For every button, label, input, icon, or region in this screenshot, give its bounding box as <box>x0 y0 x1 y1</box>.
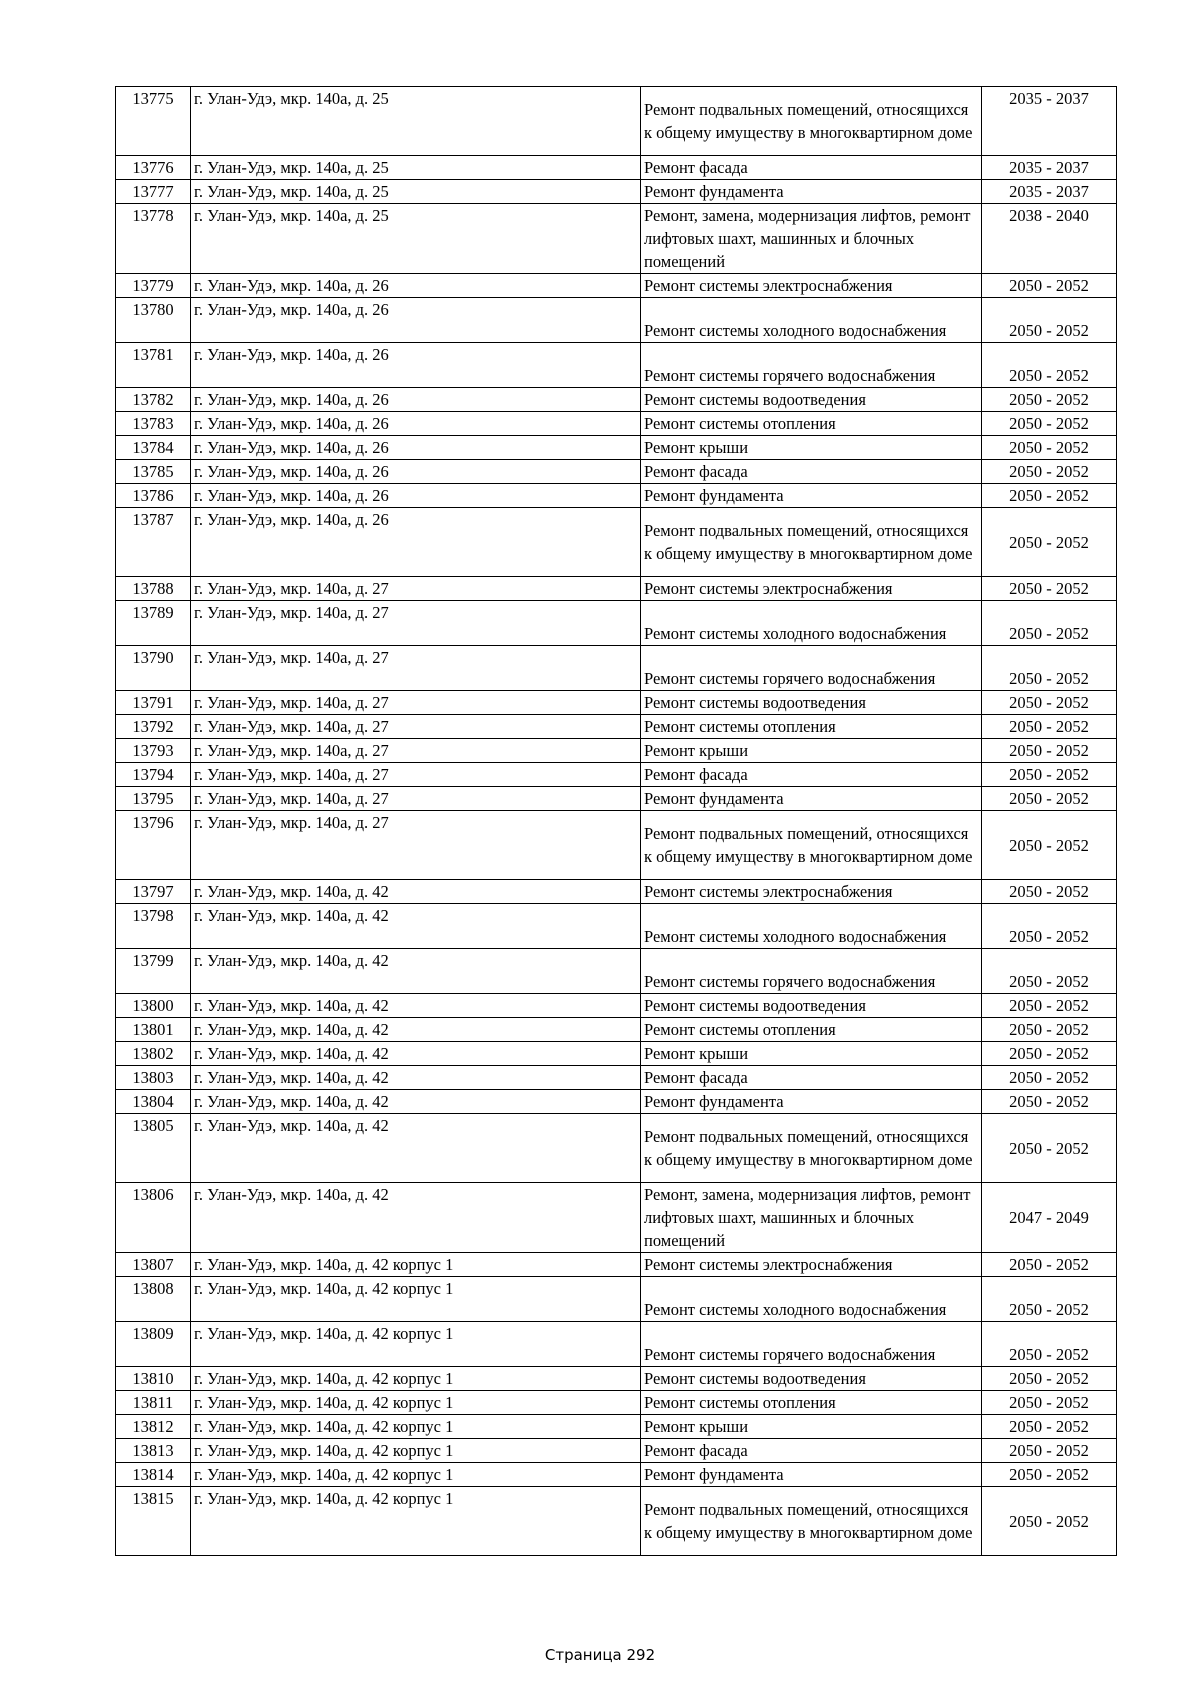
address-cell: г. Улан-Удэ, мкр. 140а, д. 26 <box>191 343 641 388</box>
work-type-cell: Ремонт системы электроснабжения <box>641 1253 982 1277</box>
work-type-cell: Ремонт системы холодного водоснабжения <box>641 1277 982 1322</box>
table-row <box>116 739 1117 763</box>
period-cell: 2050 - 2052 <box>982 1463 1117 1487</box>
row-number-cell: 13808 <box>116 1277 191 1322</box>
table-row <box>116 156 1117 180</box>
row-number-cell: 13785 <box>116 460 191 484</box>
row-number-cell: 13813 <box>116 1439 191 1463</box>
address-cell: г. Улан-Удэ, мкр. 140а, д. 26 <box>191 460 641 484</box>
work-type-cell: Ремонт подвальных помещений, относящихся к общему имуществу в многоквартирном доме <box>641 508 982 577</box>
row-number-cell: 13804 <box>116 1090 191 1114</box>
work-type-cell: Ремонт крыши <box>641 1415 982 1439</box>
row-number-cell: 13780 <box>116 298 191 343</box>
table-row <box>116 715 1117 739</box>
address-cell: г. Улан-Удэ, мкр. 140а, д. 42 корпус 1 <box>191 1415 641 1439</box>
table-row <box>116 577 1117 601</box>
row-number-cell: 13776 <box>116 156 191 180</box>
period-cell: 2050 - 2052 <box>982 1322 1117 1367</box>
address-cell: г. Улан-Удэ, мкр. 140а, д. 42 <box>191 904 641 949</box>
period-cell: 2050 - 2052 <box>982 343 1117 388</box>
work-type-cell: Ремонт фасада <box>641 156 982 180</box>
period-cell: 2050 - 2052 <box>982 994 1117 1018</box>
period-cell: 2050 - 2052 <box>982 904 1117 949</box>
row-number-cell: 13801 <box>116 1018 191 1042</box>
address-cell: г. Улан-Удэ, мкр. 140а, д. 42 корпус 1 <box>191 1367 641 1391</box>
table-row <box>116 1253 1117 1277</box>
table-row <box>116 949 1117 994</box>
address-cell: г. Улан-Удэ, мкр. 140а, д. 42 <box>191 949 641 994</box>
work-type-cell: Ремонт системы горячего водоснабжения <box>641 343 982 388</box>
address-cell: г. Улан-Удэ, мкр. 140а, д. 42 <box>191 1066 641 1090</box>
period-cell: 2050 - 2052 <box>982 763 1117 787</box>
address-cell: г. Улан-Удэ, мкр. 140а, д. 27 <box>191 646 641 691</box>
period-cell: 2050 - 2052 <box>982 1253 1117 1277</box>
address-cell: г. Улан-Удэ, мкр. 140а, д. 27 <box>191 715 641 739</box>
table-row <box>116 343 1117 388</box>
period-cell: 2038 - 2040 <box>982 204 1117 274</box>
table-row <box>116 180 1117 204</box>
period-cell: 2050 - 2052 <box>982 739 1117 763</box>
table-row <box>116 1439 1117 1463</box>
period-cell: 2035 - 2037 <box>982 87 1117 156</box>
work-type-cell: Ремонт системы горячего водоснабжения <box>641 1322 982 1367</box>
row-number-cell: 13788 <box>116 577 191 601</box>
row-number-cell: 13781 <box>116 343 191 388</box>
row-number-cell: 13775 <box>116 87 191 156</box>
address-cell: г. Улан-Удэ, мкр. 140а, д. 26 <box>191 388 641 412</box>
table-row <box>116 994 1117 1018</box>
row-number-cell: 13812 <box>116 1415 191 1439</box>
period-cell: 2050 - 2052 <box>982 1415 1117 1439</box>
row-number-cell: 13800 <box>116 994 191 1018</box>
table-row <box>116 1391 1117 1415</box>
period-cell: 2047 - 2049 <box>982 1183 1117 1253</box>
table-row <box>116 484 1117 508</box>
table-row <box>116 763 1117 787</box>
period-cell: 2035 - 2037 <box>982 180 1117 204</box>
row-number-cell: 13798 <box>116 904 191 949</box>
table-row <box>116 1018 1117 1042</box>
row-number-cell: 13799 <box>116 949 191 994</box>
table-row <box>116 904 1117 949</box>
period-cell: 2050 - 2052 <box>982 1487 1117 1556</box>
work-type-cell: Ремонт системы водоотведения <box>641 994 982 1018</box>
row-number-cell: 13797 <box>116 880 191 904</box>
period-cell: 2050 - 2052 <box>982 646 1117 691</box>
work-type-cell: Ремонт системы отопления <box>641 1018 982 1042</box>
row-number-cell: 13792 <box>116 715 191 739</box>
period-cell: 2050 - 2052 <box>982 412 1117 436</box>
address-cell: г. Улан-Удэ, мкр. 140а, д. 26 <box>191 436 641 460</box>
work-type-cell: Ремонт фасада <box>641 1439 982 1463</box>
table-body <box>116 87 1117 1556</box>
table-row <box>116 646 1117 691</box>
row-number-cell: 13803 <box>116 1066 191 1090</box>
work-type-cell: Ремонт фундамента <box>641 787 982 811</box>
period-cell: 2050 - 2052 <box>982 1042 1117 1066</box>
row-number-cell: 13784 <box>116 436 191 460</box>
work-type-cell: Ремонт фасада <box>641 1066 982 1090</box>
table-row <box>116 1183 1117 1253</box>
work-type-cell: Ремонт системы водоотведения <box>641 388 982 412</box>
table-row <box>116 1090 1117 1114</box>
row-number-cell: 13779 <box>116 274 191 298</box>
row-number-cell: 13793 <box>116 739 191 763</box>
address-cell: г. Улан-Удэ, мкр. 140а, д. 42 корпус 1 <box>191 1322 641 1367</box>
period-cell: 2050 - 2052 <box>982 1090 1117 1114</box>
address-cell: г. Улан-Удэ, мкр. 140а, д. 42 <box>191 1114 641 1183</box>
period-cell: 2050 - 2052 <box>982 1391 1117 1415</box>
period-cell: 2050 - 2052 <box>982 949 1117 994</box>
work-type-cell: Ремонт, замена, модернизация лифтов, ремонт лифтовых шахт, машинных и блочных помещений <box>641 204 982 274</box>
period-cell: 2050 - 2052 <box>982 880 1117 904</box>
work-type-cell: Ремонт системы холодного водоснабжения <box>641 601 982 646</box>
address-cell: г. Улан-Удэ, мкр. 140а, д. 27 <box>191 739 641 763</box>
table-row <box>116 298 1117 343</box>
period-cell: 2050 - 2052 <box>982 508 1117 577</box>
period-cell: 2050 - 2052 <box>982 811 1117 880</box>
work-type-cell: Ремонт крыши <box>641 1042 982 1066</box>
period-cell: 2050 - 2052 <box>982 787 1117 811</box>
address-cell: г. Улан-Удэ, мкр. 140а, д. 42 <box>191 1018 641 1042</box>
period-cell: 2050 - 2052 <box>982 436 1117 460</box>
address-cell: г. Улан-Удэ, мкр. 140а, д. 26 <box>191 484 641 508</box>
table-row <box>116 601 1117 646</box>
address-cell: г. Улан-Удэ, мкр. 140а, д. 42 корпус 1 <box>191 1277 641 1322</box>
address-cell: г. Улан-Удэ, мкр. 140а, д. 25 <box>191 204 641 274</box>
period-cell: 2050 - 2052 <box>982 577 1117 601</box>
row-number-cell: 13791 <box>116 691 191 715</box>
work-type-cell: Ремонт системы электроснабжения <box>641 274 982 298</box>
address-cell: г. Улан-Удэ, мкр. 140а, д. 42 <box>191 1090 641 1114</box>
period-cell: 2050 - 2052 <box>982 484 1117 508</box>
table-row <box>116 1042 1117 1066</box>
work-type-cell: Ремонт фундамента <box>641 1090 982 1114</box>
address-cell: г. Улан-Удэ, мкр. 140а, д. 26 <box>191 274 641 298</box>
table-row <box>116 1415 1117 1439</box>
period-cell: 2050 - 2052 <box>982 298 1117 343</box>
row-number-cell: 13807 <box>116 1253 191 1277</box>
table-row <box>116 1463 1117 1487</box>
address-cell: г. Улан-Удэ, мкр. 140а, д. 42 корпус 1 <box>191 1391 641 1415</box>
work-type-cell: Ремонт системы электроснабжения <box>641 880 982 904</box>
address-cell: г. Улан-Удэ, мкр. 140а, д. 25 <box>191 156 641 180</box>
period-cell: 2050 - 2052 <box>982 388 1117 412</box>
work-type-cell: Ремонт фундамента <box>641 180 982 204</box>
table-row <box>116 274 1117 298</box>
row-number-cell: 13811 <box>116 1391 191 1415</box>
table-row <box>116 691 1117 715</box>
table-row <box>116 508 1117 577</box>
work-type-cell: Ремонт подвальных помещений, относящихся к общему имуществу в многоквартирном доме <box>641 1114 982 1183</box>
row-number-cell: 13810 <box>116 1367 191 1391</box>
address-cell: г. Улан-Удэ, мкр. 140а, д. 27 <box>191 577 641 601</box>
row-number-cell: 13787 <box>116 508 191 577</box>
address-cell: г. Улан-Удэ, мкр. 140а, д. 42 корпус 1 <box>191 1253 641 1277</box>
period-cell: 2035 - 2037 <box>982 156 1117 180</box>
row-number-cell: 13806 <box>116 1183 191 1253</box>
address-cell: г. Улан-Удэ, мкр. 140а, д. 25 <box>191 87 641 156</box>
period-cell: 2050 - 2052 <box>982 1114 1117 1183</box>
row-number-cell: 13789 <box>116 601 191 646</box>
period-cell: 2050 - 2052 <box>982 715 1117 739</box>
address-cell: г. Улан-Удэ, мкр. 140а, д. 27 <box>191 787 641 811</box>
table-row <box>116 460 1117 484</box>
table-row <box>116 787 1117 811</box>
work-type-cell: Ремонт системы горячего водоснабжения <box>641 646 982 691</box>
table-row <box>116 204 1117 274</box>
work-type-cell: Ремонт системы водоотведения <box>641 1367 982 1391</box>
table-row <box>116 1367 1117 1391</box>
work-type-cell: Ремонт системы холодного водоснабжения <box>641 904 982 949</box>
work-type-cell: Ремонт подвальных помещений, относящихся к общему имуществу в многоквартирном доме <box>641 811 982 880</box>
period-cell: 2050 - 2052 <box>982 691 1117 715</box>
address-cell: г. Улан-Удэ, мкр. 140а, д. 26 <box>191 508 641 577</box>
row-number-cell: 13796 <box>116 811 191 880</box>
address-cell: г. Улан-Удэ, мкр. 140а, д. 42 <box>191 1183 641 1253</box>
work-type-cell: Ремонт фасада <box>641 763 982 787</box>
row-number-cell: 13802 <box>116 1042 191 1066</box>
row-number-cell: 13790 <box>116 646 191 691</box>
table-row <box>116 1322 1117 1367</box>
work-type-cell: Ремонт фундамента <box>641 484 982 508</box>
address-cell: г. Улан-Удэ, мкр. 140а, д. 27 <box>191 811 641 880</box>
period-cell: 2050 - 2052 <box>982 1367 1117 1391</box>
table-row <box>116 880 1117 904</box>
work-type-cell: Ремонт подвальных помещений, относящихся к общему имуществу в многоквартирном доме <box>641 1487 982 1556</box>
row-number-cell: 13795 <box>116 787 191 811</box>
address-cell: г. Улан-Удэ, мкр. 140а, д. 42 корпус 1 <box>191 1439 641 1463</box>
work-type-cell: Ремонт фасада <box>641 460 982 484</box>
address-cell: г. Улан-Удэ, мкр. 140а, д. 42 корпус 1 <box>191 1487 641 1556</box>
table-row <box>116 1114 1117 1183</box>
table-row <box>116 1487 1117 1556</box>
address-cell: г. Улан-Удэ, мкр. 140а, д. 26 <box>191 298 641 343</box>
work-type-cell: Ремонт системы водоотведения <box>641 691 982 715</box>
period-cell: 2050 - 2052 <box>982 1066 1117 1090</box>
work-type-cell: Ремонт системы холодного водоснабжения <box>641 298 982 343</box>
work-type-cell: Ремонт системы отопления <box>641 715 982 739</box>
table-row <box>116 87 1117 156</box>
work-type-cell: Ремонт системы отопления <box>641 412 982 436</box>
period-cell: 2050 - 2052 <box>982 460 1117 484</box>
work-type-cell: Ремонт подвальных помещений, относящихся к общему имуществу в многоквартирном доме <box>641 87 982 156</box>
work-type-cell: Ремонт крыши <box>641 739 982 763</box>
page-number: Страница 292 <box>544 1646 656 1664</box>
address-cell: г. Улан-Удэ, мкр. 140а, д. 25 <box>191 180 641 204</box>
work-type-cell: Ремонт системы отопления <box>641 1391 982 1415</box>
work-type-cell: Ремонт фундамента <box>641 1463 982 1487</box>
address-cell: г. Улан-Удэ, мкр. 140а, д. 42 корпус 1 <box>191 1463 641 1487</box>
work-type-cell: Ремонт, замена, модернизация лифтов, ремонт лифтовых шахт, машинных и блочных помещений <box>641 1183 982 1253</box>
row-number-cell: 13786 <box>116 484 191 508</box>
address-cell: г. Улан-Удэ, мкр. 140а, д. 42 <box>191 1042 641 1066</box>
row-number-cell: 13805 <box>116 1114 191 1183</box>
address-cell: г. Улан-Удэ, мкр. 140а, д. 42 <box>191 880 641 904</box>
period-cell: 2050 - 2052 <box>982 601 1117 646</box>
repair-schedule-table <box>115 86 1117 1556</box>
table-row <box>116 412 1117 436</box>
row-number-cell: 13794 <box>116 763 191 787</box>
address-cell: г. Улан-Удэ, мкр. 140а, д. 42 <box>191 994 641 1018</box>
work-type-cell: Ремонт системы горячего водоснабжения <box>641 949 982 994</box>
row-number-cell: 13782 <box>116 388 191 412</box>
work-type-cell: Ремонт крыши <box>641 436 982 460</box>
address-cell: г. Улан-Удэ, мкр. 140а, д. 27 <box>191 763 641 787</box>
address-cell: г. Улан-Удэ, мкр. 140а, д. 27 <box>191 691 641 715</box>
row-number-cell: 13809 <box>116 1322 191 1367</box>
table-row <box>116 1066 1117 1090</box>
table-row <box>116 388 1117 412</box>
period-cell: 2050 - 2052 <box>982 1277 1117 1322</box>
row-number-cell: 13814 <box>116 1463 191 1487</box>
period-cell: 2050 - 2052 <box>982 274 1117 298</box>
table-row <box>116 1277 1117 1322</box>
row-number-cell: 13778 <box>116 204 191 274</box>
row-number-cell: 13815 <box>116 1487 191 1556</box>
address-cell: г. Улан-Удэ, мкр. 140а, д. 27 <box>191 601 641 646</box>
period-cell: 2050 - 2052 <box>982 1018 1117 1042</box>
address-cell: г. Улан-Удэ, мкр. 140а, д. 26 <box>191 412 641 436</box>
table-row <box>116 811 1117 880</box>
work-type-cell: Ремонт системы электроснабжения <box>641 577 982 601</box>
row-number-cell: 13777 <box>116 180 191 204</box>
table-row <box>116 436 1117 460</box>
row-number-cell: 13783 <box>116 412 191 436</box>
period-cell: 2050 - 2052 <box>982 1439 1117 1463</box>
